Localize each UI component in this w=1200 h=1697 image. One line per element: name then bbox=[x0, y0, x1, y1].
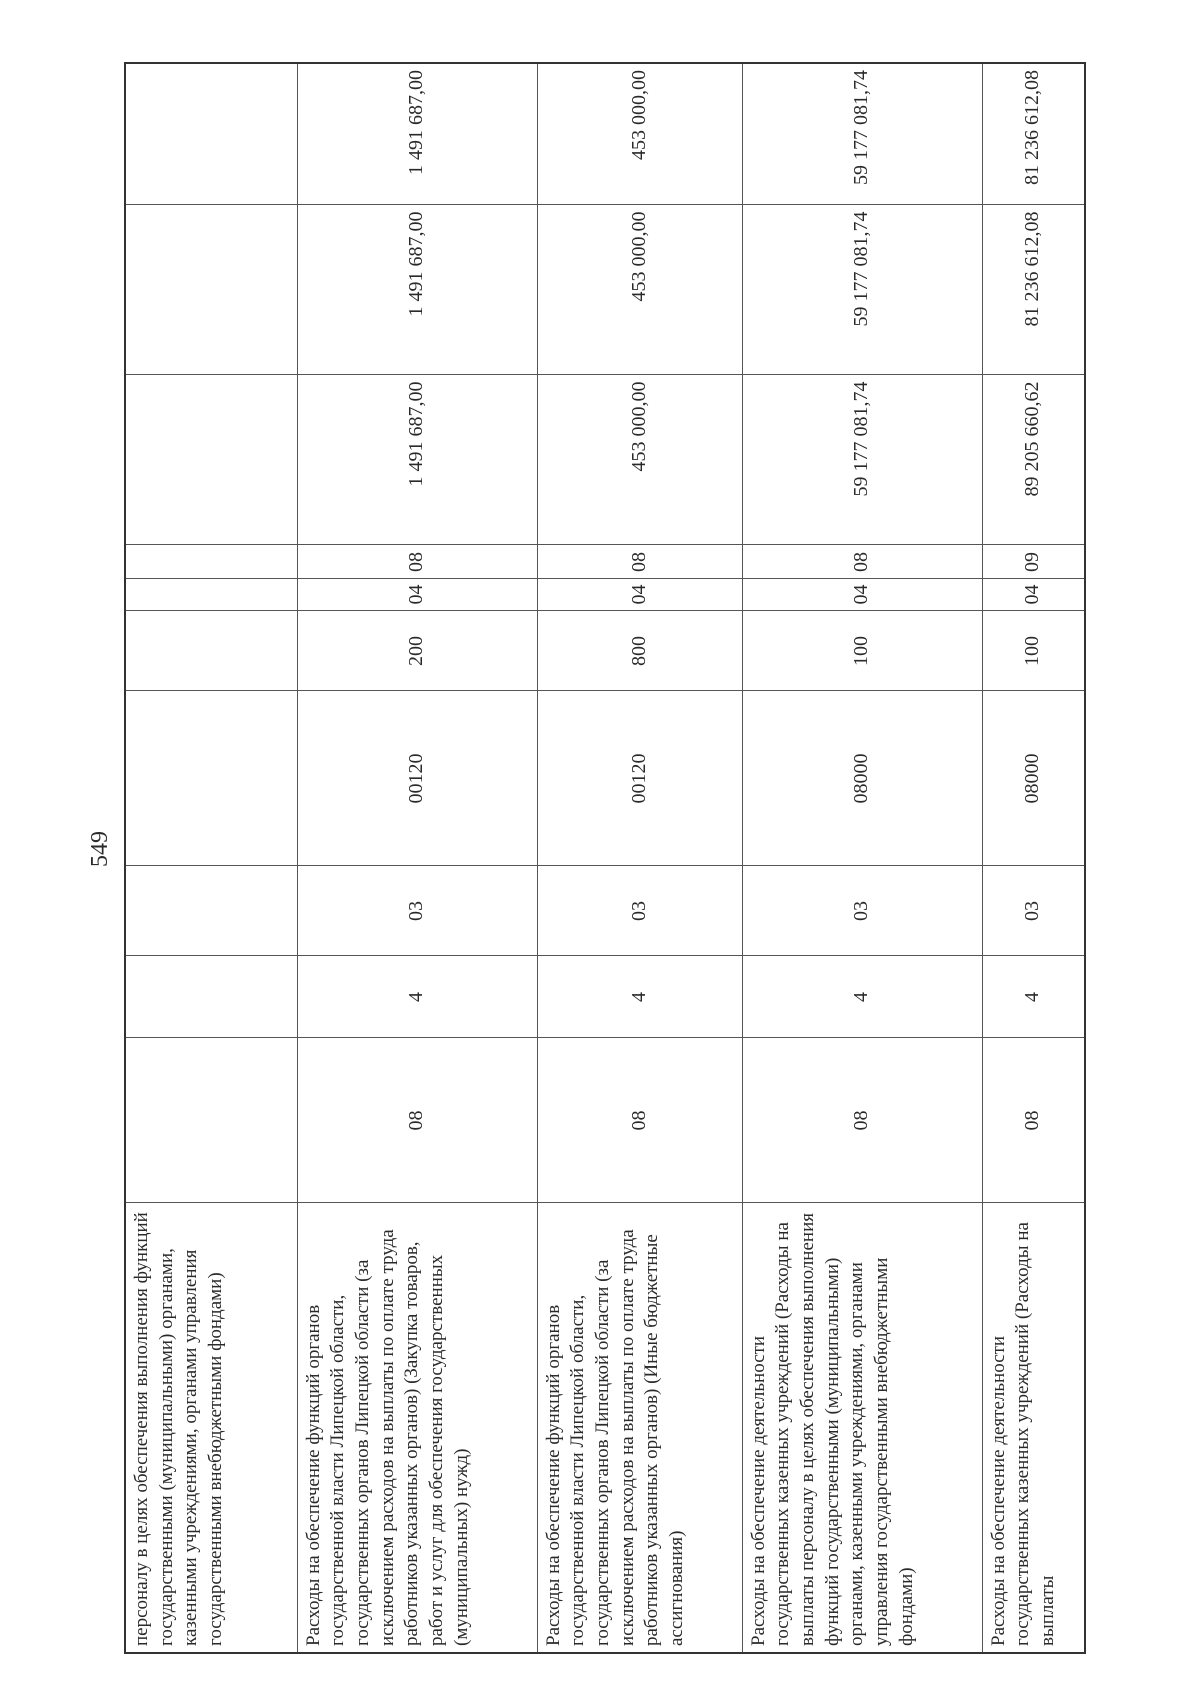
cell-vr bbox=[125, 611, 297, 691]
cell-razdel: 4 bbox=[297, 956, 537, 1038]
cell-sum-1: 59 177 081,74 bbox=[742, 375, 982, 545]
cell-sum-2: 453 000,00 bbox=[537, 205, 742, 375]
table-row bbox=[537, 63, 742, 1653]
cell-glav: 08 bbox=[982, 1038, 1085, 1203]
cell-glav: 08 bbox=[537, 1038, 742, 1203]
cell-sum-3 bbox=[125, 63, 297, 205]
rotated-table-frame bbox=[124, 64, 1084, 1654]
cell-razdel: 4 bbox=[742, 956, 982, 1038]
row-description: Расходы на обеспечение функций органов государственной власти Липецкой области, государственных органов Липецкой области (за исключением расходов на выплаты по оплате труда работников указанных органов) (Иные бюджетные ассигнования) bbox=[537, 1203, 742, 1653]
cell-sum-1: 89 205 660,62 bbox=[982, 375, 1085, 545]
cell-k1: 04 bbox=[742, 579, 982, 611]
cell-k2: 08 bbox=[742, 545, 982, 579]
cell-k1: 04 bbox=[982, 579, 1085, 611]
cell-k2: 08 bbox=[537, 545, 742, 579]
table-row bbox=[297, 63, 537, 1653]
cell-k1 bbox=[125, 579, 297, 611]
cell-sum-3: 81 236 612,08 bbox=[982, 63, 1085, 205]
cell-razdel: 4 bbox=[537, 956, 742, 1038]
cell-csr: 08000 bbox=[742, 691, 982, 866]
cell-podrazdel: 03 bbox=[742, 866, 982, 956]
row-description: Расходы на обеспечение деятельности государственных казенных учреждений (Расходы на выплаты персоналу в целях обеспечения выполнения функций государственными (муниципальными) органами, казенными учреждениями, органами управления государственными внебюджетными фондами) bbox=[742, 1203, 982, 1653]
cell-podrazdel bbox=[125, 866, 297, 956]
cell-csr: 00120 bbox=[297, 691, 537, 866]
table-row bbox=[125, 63, 297, 1653]
budget-table bbox=[124, 62, 1086, 1654]
cell-sum-2: 59 177 081,74 bbox=[742, 205, 982, 375]
cell-vr: 100 bbox=[742, 611, 982, 691]
cell-sum-2 bbox=[125, 205, 297, 375]
cell-glav: 08 bbox=[297, 1038, 537, 1203]
cell-podrazdel: 03 bbox=[982, 866, 1085, 956]
cell-csr: 00120 bbox=[537, 691, 742, 866]
cell-vr: 200 bbox=[297, 611, 537, 691]
cell-k1: 04 bbox=[537, 579, 742, 611]
cell-razdel bbox=[125, 956, 297, 1038]
cell-sum-3: 1 491 687,00 bbox=[297, 63, 537, 205]
cell-sum-1: 1 491 687,00 bbox=[297, 375, 537, 545]
cell-podrazdel: 03 bbox=[537, 866, 742, 956]
cell-sum-2: 81 236 612,08 bbox=[982, 205, 1085, 375]
row-description: Расходы на обеспечение деятельности государственных казенных учреждений (Расходы на выплаты bbox=[982, 1203, 1085, 1653]
cell-sum-1 bbox=[125, 375, 297, 545]
table-row bbox=[742, 63, 982, 1653]
cell-sum-1: 453 000,00 bbox=[537, 375, 742, 545]
cell-k2: 08 bbox=[297, 545, 537, 579]
page-number: 549 bbox=[87, 831, 113, 867]
cell-k1: 04 bbox=[297, 579, 537, 611]
row-description: персоналу в целях обеспечения выполнения функций государственными (муниципальными) органами, казенными учреждениями, органами управления государственными внебюджетными фондами) bbox=[125, 1203, 297, 1653]
cell-vr: 100 bbox=[982, 611, 1085, 691]
cell-k2: 09 bbox=[982, 545, 1085, 579]
row-description: Расходы на обеспечение функций органов государственной власти Липецкой области, государственных органов Липецкой области (за исключением расходов на выплаты по оплате труда работников указанных органов) (Закупка товаров, работ и услуг для обеспечения государственных (муниципальных) нужд) bbox=[297, 1203, 537, 1653]
cell-csr: 08000 bbox=[982, 691, 1085, 866]
cell-sum-3: 59 177 081,74 bbox=[742, 63, 982, 205]
cell-vr: 800 bbox=[537, 611, 742, 691]
table-row bbox=[982, 63, 1085, 1653]
cell-podrazdel: 03 bbox=[297, 866, 537, 956]
cell-razdel: 4 bbox=[982, 956, 1085, 1038]
cell-csr bbox=[125, 691, 297, 866]
cell-glav: 08 bbox=[742, 1038, 982, 1203]
cell-glav bbox=[125, 1038, 297, 1203]
cell-k2 bbox=[125, 545, 297, 579]
cell-sum-2: 1 491 687,00 bbox=[297, 205, 537, 375]
table-container bbox=[124, 64, 1084, 1654]
cell-sum-3: 453 000,00 bbox=[537, 63, 742, 205]
